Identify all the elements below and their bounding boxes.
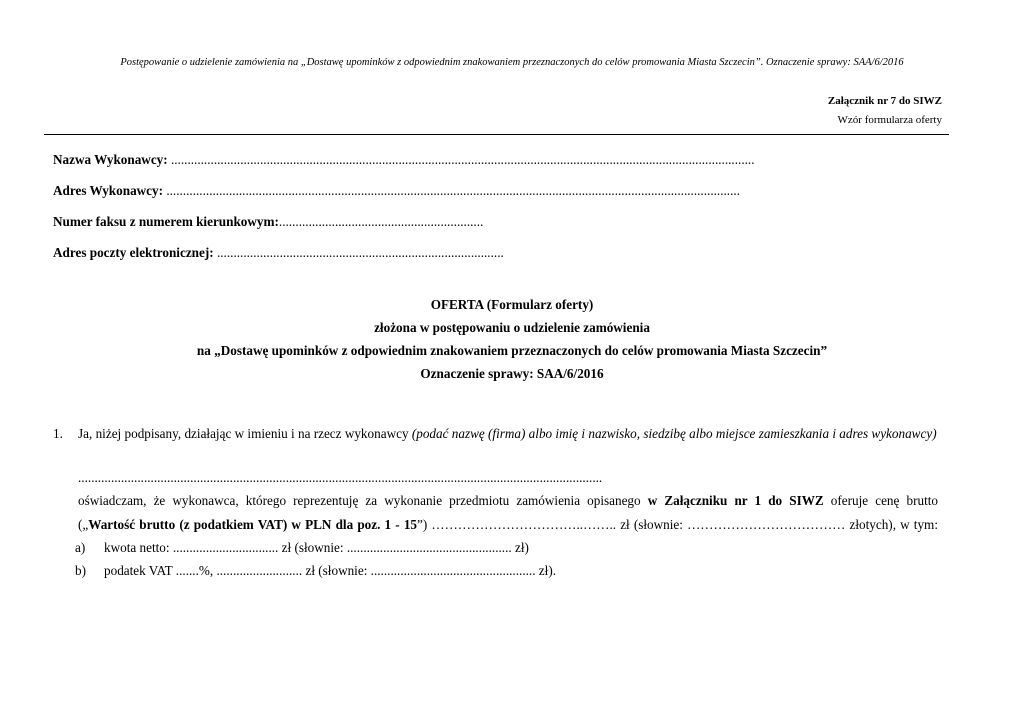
price-gross-label: Wartość brutto (z podatkiem VAT) w PLN dla poz. 1 - 15 bbox=[88, 517, 418, 532]
item-a-net-amount: kwota netto: ................................ zł (słownie: .................................................. zł) bbox=[104, 540, 529, 555]
item-a-letter: a) bbox=[75, 540, 86, 555]
fax-number-label: Numer faksu z numerem kierunkowym: bbox=[53, 214, 279, 229]
price-rest: ”) ……………………………..…….. zł (słownie: ……………………………… złotych), w tym: bbox=[417, 517, 938, 532]
email-address-field bbox=[53, 245, 504, 261]
fax-number-field bbox=[53, 214, 483, 230]
declaration-annex-ref: w Załączniku nr 1 do SIWZ bbox=[647, 493, 824, 508]
offer-subtitle: złożona w postępowaniu o udzielenie zamówienia bbox=[374, 320, 650, 335]
document-header-note: Postępowanie o udzielenie zamówienia na „Dostawę upominków z odpowiednim znakowaniem przeznaczonych do celów promowania Miasta Szczecin”. Oznaczenie sprawy: SAA/6/2016 bbox=[120, 57, 904, 68]
contractor-address-value: .............................................................................................................................................................................. bbox=[163, 183, 740, 198]
contractor-name-label: Nazwa Wykonawcy: bbox=[53, 152, 168, 167]
declaration-text-1: oświadczam, że wykonawca, którego reprezentuję za wykonanie przedmiotu zamówienia opisanego bbox=[78, 493, 648, 508]
contractor-address-label: Adres Wykonawcy: bbox=[53, 183, 164, 198]
declaration-line bbox=[78, 493, 938, 509]
price-open-quote: („ bbox=[78, 517, 89, 532]
item-b-letter: b) bbox=[75, 563, 86, 578]
email-address-value: ....................................................................................... bbox=[213, 245, 504, 260]
offer-title: OFERTA (Formularz oferty) bbox=[430, 297, 594, 312]
section-1-intro-text: Ja, niżej podpisany, działając w imieniu i na rzecz wykonawcy bbox=[78, 426, 412, 441]
section-1-intro-italic: (podać nazwę (firma) albo imię i nazwisko, siedzibę albo miejsce zamieszkania i adres wykonawcy) bbox=[411, 426, 937, 441]
fax-number-value: .............................................................. bbox=[278, 214, 484, 229]
item-b-vat: podatek VAT .......%, .......................... zł (słownie: .................................................. zł). bbox=[104, 563, 557, 578]
section-1-number: 1. bbox=[53, 426, 63, 441]
contractor-name-value: ................................................................................................................................................................................. bbox=[167, 152, 755, 167]
contractor-details-dotted-line: ............................................................................................................................................................... bbox=[78, 470, 603, 485]
section-1-intro bbox=[53, 423, 938, 445]
offer-case-number: Oznaczenie sprawy: SAA/6/2016 bbox=[420, 366, 604, 381]
offer-subject: na „Dostawę upominków z odpowiednim znakowaniem przeznaczonych do celów promowania Miasta Szczecin” bbox=[196, 343, 828, 358]
contractor-address-field bbox=[53, 183, 740, 199]
annex-subtitle: Wzór formularza oferty bbox=[837, 114, 942, 126]
price-line bbox=[78, 517, 938, 533]
header-divider bbox=[44, 134, 949, 135]
declaration-text-2: oferuje cenę brutto bbox=[823, 493, 938, 508]
email-address-label: Adres poczty elektronicznej: bbox=[53, 245, 214, 260]
annex-number: Załącznik nr 7 do SIWZ bbox=[827, 95, 942, 107]
contractor-name-field bbox=[53, 152, 755, 168]
